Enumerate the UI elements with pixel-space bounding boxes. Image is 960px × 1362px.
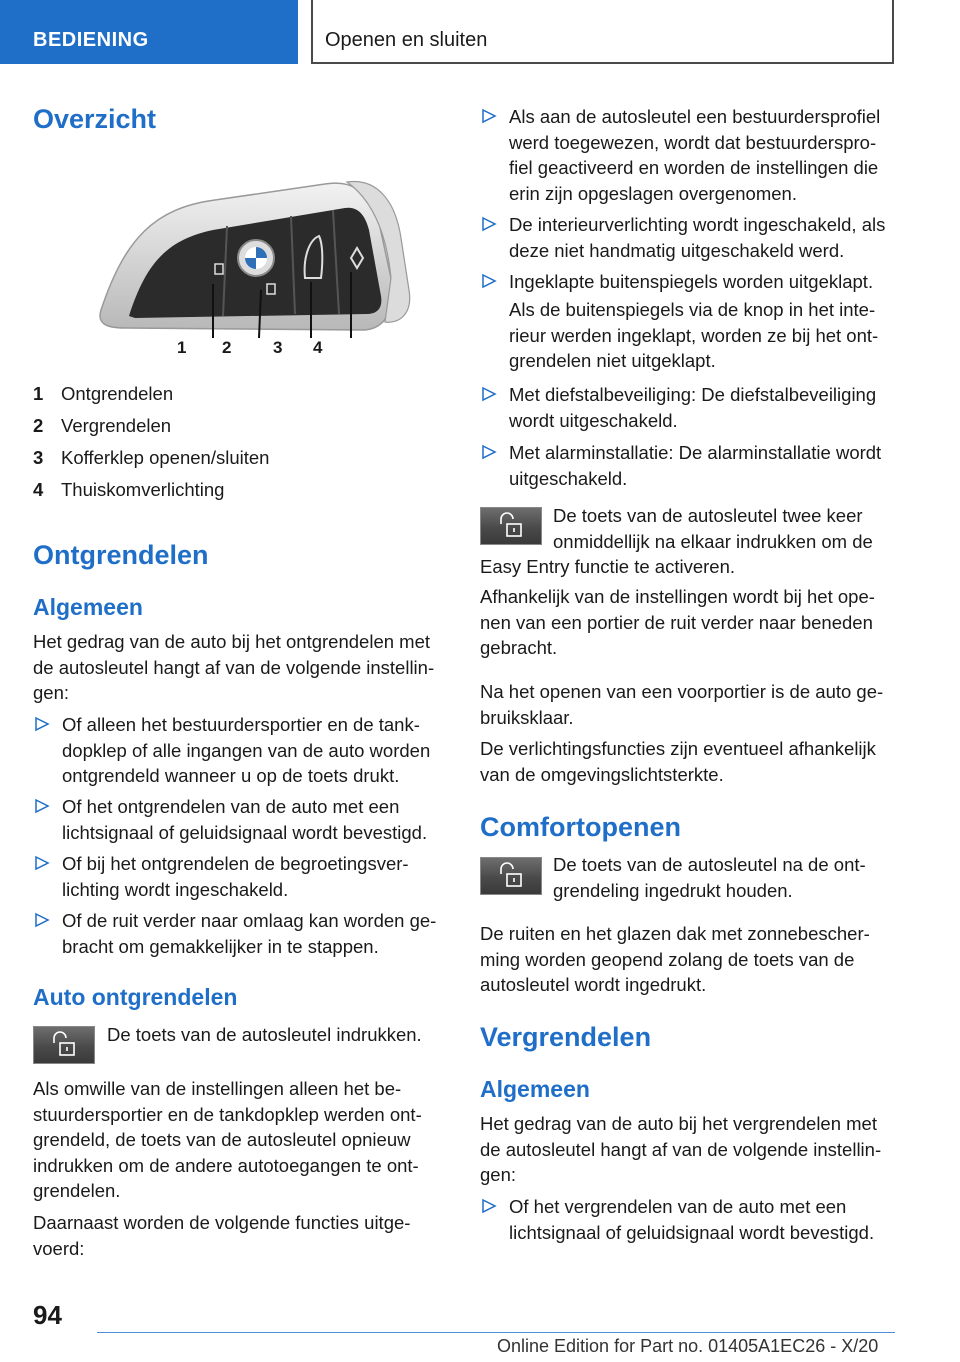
legend-num: 3 xyxy=(33,447,44,468)
bullet-triangle-icon xyxy=(480,1197,498,1215)
bullet-triangle-icon xyxy=(33,797,51,815)
page-number: 94 xyxy=(33,1300,62,1330)
key-label-2: 2 xyxy=(222,338,232,357)
vergrendelen-heading: Vergrendelen xyxy=(480,1022,652,1052)
bullet-triangle-icon xyxy=(480,107,498,125)
chapter-label: Openen en sluiten xyxy=(325,29,488,51)
spiegel-subparagraph: Als de buitenspiegels via de knop in het inte-rieur werden ingeklapt, worden ze bij het ont-grendelen niet uitgeklapt. xyxy=(509,299,879,371)
legend-label: Ontgrendelen xyxy=(61,383,174,404)
unlock-button-icon xyxy=(480,857,542,895)
section-tab xyxy=(0,0,298,64)
right-paragraph-2: Na het openen van een voorportier is de auto ge-bruiksklaar. xyxy=(480,681,884,728)
chapter-tab xyxy=(311,0,894,64)
bullet-triangle-icon xyxy=(33,715,51,733)
legend-num: 1 xyxy=(33,383,44,404)
key-label-1: 1 xyxy=(177,338,187,357)
legend-label: Vergrendelen xyxy=(61,415,172,436)
key-label-4: 4 xyxy=(313,338,323,357)
vergrendelen-algemeen-subheading: Algemeen xyxy=(480,1076,590,1102)
key-label-3: 3 xyxy=(273,338,283,357)
right-paragraph-1: Afhankelijk van de instellingen wordt bij het ope-nen van een portier de ruit verder naar beneden gebracht. xyxy=(480,586,875,658)
bullet-triangle-icon xyxy=(480,443,498,461)
key-fob-illustration xyxy=(95,178,425,358)
legend-label: Thuiskomverlichting xyxy=(61,479,225,500)
easy-entry-icon-text: De toets van de autosleutel twee keer onmiddellijk na elkaar indrukken om de xyxy=(553,505,873,552)
easy-entry-icon-text-cont: Easy Entry functie te activeren. xyxy=(480,556,736,577)
algemeen-subheading: Algemeen xyxy=(33,594,143,620)
footer-divider xyxy=(97,1332,895,1333)
bullet-triangle-icon xyxy=(480,272,498,290)
comfort-icon-text: De toets van de autosleutel na de ont-grendeling ingedrukt houden. xyxy=(553,854,866,901)
legend xyxy=(33,378,447,508)
bullet-triangle-icon xyxy=(480,385,498,403)
unlock-button-icon xyxy=(480,507,542,545)
vergrendelen-paragraph: Het gedrag van de auto bij het vergrendelen met de autosleutel hangt af van de volgende instellin-gen: xyxy=(480,1113,882,1185)
auto-ontgrendelen-subheading: Auto ontgrendelen xyxy=(33,984,238,1010)
bullet-triangle-icon xyxy=(480,215,498,233)
overzicht-heading: Overzicht xyxy=(33,104,157,134)
legend-label: Kofferklep openen/sluiten xyxy=(61,447,270,468)
bullet-triangle-icon xyxy=(33,911,51,929)
legend-num: 4 xyxy=(33,479,44,500)
comfort-paragraph: De ruiten en het glazen dak met zonnebescher-ming worden geopend zolang de toets van de autosleutel wordt ingedrukt. xyxy=(480,923,870,995)
legend-num: 2 xyxy=(33,415,44,436)
comfortopenen-heading: Comfortopenen xyxy=(480,812,681,842)
right-paragraph-3: De verlichtingsfuncties zijn eventueel afhankelijk van de omgevingslichtsterkte. xyxy=(480,738,876,785)
bullet-triangle-icon xyxy=(33,854,51,872)
section-label: BEDIENING xyxy=(33,29,149,51)
ontgrendelen-heading: Ontgrendelen xyxy=(33,540,209,570)
auto-paragraph-1: Als omwille van de instellingen alleen het be-stuurdersportier en de tankdopklep werden ont-grendeld, de toets van de autosleutel opnieuw indrukken om de andere autotoegangen te ont-grendelen. xyxy=(33,1078,422,1201)
unlock-button-icon xyxy=(33,1026,95,1064)
auto-icon-text: De toets van de autosleutel indrukken. xyxy=(107,1024,422,1045)
auto-paragraph-2: Daarnaast worden de volgende functies uitge-voerd: xyxy=(33,1212,411,1259)
footer-edition: Online Edition for Part no. 01405A1EC26 - X/20 xyxy=(497,1336,879,1356)
algemeen-paragraph: Het gedrag van de auto bij het ontgrendelen met de autosleutel hangt af van de volgende instellin-gen: xyxy=(33,631,435,703)
